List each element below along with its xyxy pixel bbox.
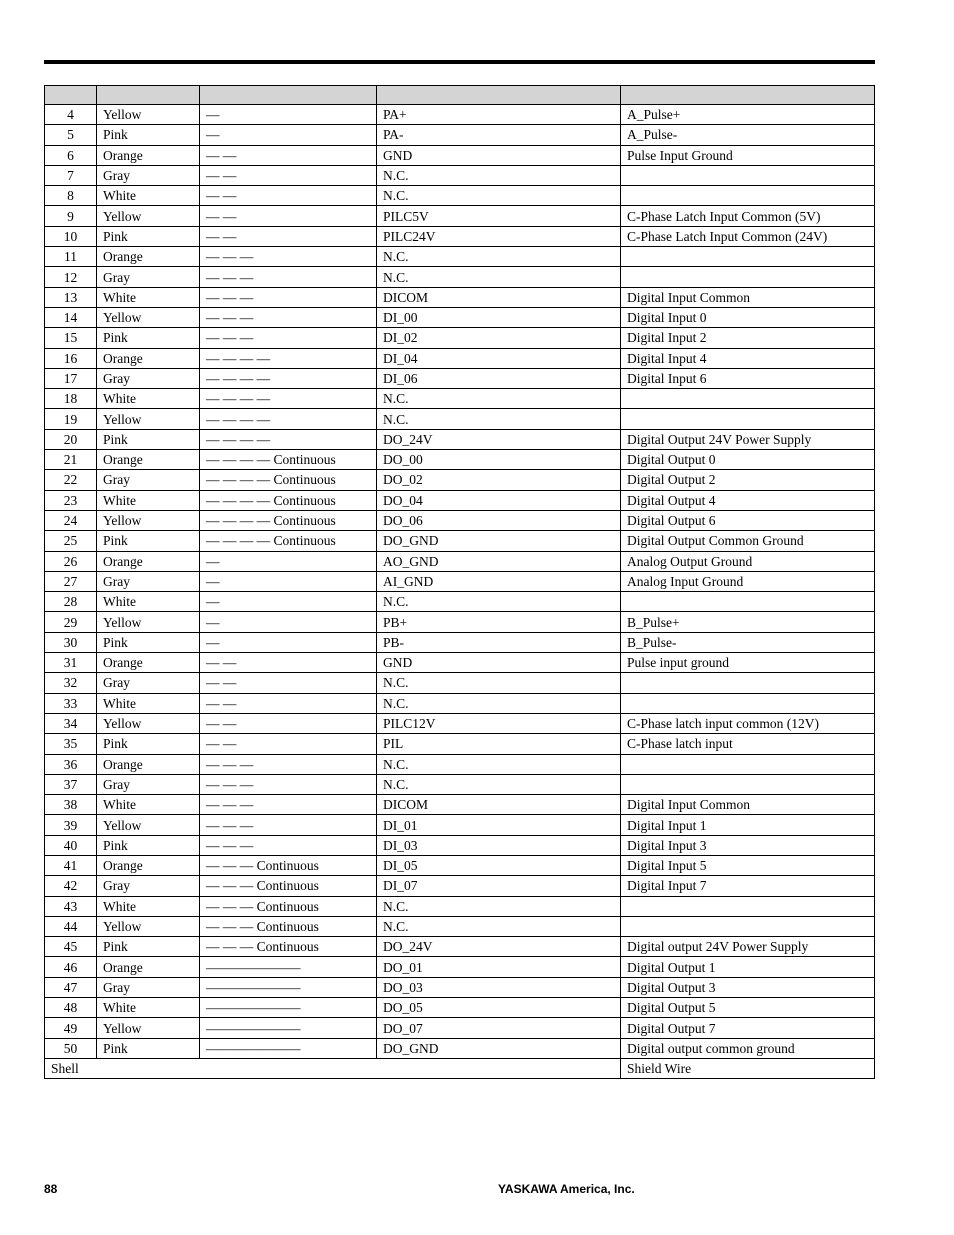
table-row [45, 470, 875, 490]
cell-marking: ——————— [200, 1038, 377, 1058]
cell-signal: DO_07 [377, 1018, 621, 1038]
table-row [45, 409, 875, 429]
table-row [45, 937, 875, 957]
cell-marking: — — [200, 206, 377, 226]
cell-signal: DI_05 [377, 855, 621, 875]
table-row [45, 1018, 875, 1038]
cell-marking: ——————— [200, 1018, 377, 1038]
cell-marking: — — — [200, 307, 377, 327]
cell-wire-color: Pink [97, 632, 200, 652]
cell-description [621, 247, 875, 267]
cell-shell-label: Shell [45, 1058, 621, 1078]
cell-description [621, 673, 875, 693]
table-row [45, 165, 875, 185]
cell-pin: 13 [45, 287, 97, 307]
cell-description: Digital Output Common Ground [621, 531, 875, 551]
cell-wire-color: Gray [97, 977, 200, 997]
table-row [45, 206, 875, 226]
header-cell-color [97, 86, 200, 105]
table-row-shell [45, 1058, 875, 1078]
cell-description: Digital output common ground [621, 1038, 875, 1058]
cell-pin: 11 [45, 247, 97, 267]
cell-description: Digital Input 3 [621, 835, 875, 855]
table-row [45, 389, 875, 409]
cell-signal: DO_24V [377, 937, 621, 957]
cell-marking: — — [200, 226, 377, 246]
cell-pin: 14 [45, 307, 97, 327]
cell-marking: — — — — Continuous [200, 450, 377, 470]
cell-pin: 42 [45, 876, 97, 896]
cell-signal: N.C. [377, 165, 621, 185]
cell-description: Digital Output 5 [621, 998, 875, 1018]
cell-wire-color: White [97, 795, 200, 815]
cell-pin: 6 [45, 145, 97, 165]
cell-wire-color: Pink [97, 226, 200, 246]
cell-wire-color: White [97, 693, 200, 713]
cell-marking: — — — — [200, 368, 377, 388]
cell-marking: — [200, 592, 377, 612]
cell-description: Digital Output 3 [621, 977, 875, 997]
table-row [45, 551, 875, 571]
cell-signal: DO_02 [377, 470, 621, 490]
cell-wire-color: Yellow [97, 713, 200, 733]
cell-description: Digital Output 6 [621, 510, 875, 530]
cell-signal: DICOM [377, 287, 621, 307]
table-row [45, 713, 875, 733]
cell-description [621, 389, 875, 409]
cell-wire-color: Yellow [97, 307, 200, 327]
cell-description: Digital output 24V Power Supply [621, 937, 875, 957]
cell-marking: — — — [200, 815, 377, 835]
cell-signal: GND [377, 145, 621, 165]
cell-signal: DO_04 [377, 490, 621, 510]
cell-marking: — — [200, 693, 377, 713]
cell-signal: AI_GND [377, 571, 621, 591]
cell-signal: DO_03 [377, 977, 621, 997]
table-row [45, 653, 875, 673]
table-row [45, 226, 875, 246]
cell-wire-color: Gray [97, 267, 200, 287]
cell-marking: — — — — Continuous [200, 510, 377, 530]
cell-signal: DO_05 [377, 998, 621, 1018]
table-row [45, 510, 875, 530]
cell-pin: 45 [45, 937, 97, 957]
cell-description: Digital Output 4 [621, 490, 875, 510]
table-row [45, 977, 875, 997]
cell-wire-color: Gray [97, 470, 200, 490]
cell-wire-color: Yellow [97, 1018, 200, 1038]
cell-marking: — — — Continuous [200, 896, 377, 916]
cell-pin: 20 [45, 429, 97, 449]
cell-pin: 36 [45, 754, 97, 774]
page-number: 88 [44, 1182, 58, 1196]
cell-description [621, 896, 875, 916]
cell-pin: 24 [45, 510, 97, 530]
cell-description: Pulse Input Ground [621, 145, 875, 165]
table-row [45, 531, 875, 551]
table-row [45, 307, 875, 327]
cell-pin: 47 [45, 977, 97, 997]
cell-marking: — — [200, 165, 377, 185]
table-row [45, 734, 875, 754]
cell-wire-color: Orange [97, 754, 200, 774]
cell-signal: N.C. [377, 896, 621, 916]
cell-marking: — [200, 551, 377, 571]
cell-description: Digital Input 5 [621, 855, 875, 875]
cell-pin: 44 [45, 916, 97, 936]
cell-description [621, 409, 875, 429]
cell-marking: — — — — Continuous [200, 531, 377, 551]
cell-wire-color: White [97, 287, 200, 307]
cell-signal: PA- [377, 125, 621, 145]
header-cell-marking [200, 86, 377, 105]
cell-wire-color: White [97, 998, 200, 1018]
cell-description [621, 916, 875, 936]
cell-marking: — — [200, 713, 377, 733]
cell-signal: DI_02 [377, 328, 621, 348]
cell-description: C-Phase Latch Input Common (24V) [621, 226, 875, 246]
cell-marking: — — [200, 186, 377, 206]
cell-pin: 32 [45, 673, 97, 693]
cell-wire-color: Yellow [97, 815, 200, 835]
cell-signal: DO_06 [377, 510, 621, 530]
cell-description: A_Pulse+ [621, 105, 875, 125]
cell-wire-color: White [97, 490, 200, 510]
cell-signal: N.C. [377, 673, 621, 693]
cell-signal: N.C. [377, 186, 621, 206]
cell-wire-color: Gray [97, 673, 200, 693]
cell-marking: — — — — [200, 348, 377, 368]
table-row [45, 632, 875, 652]
cell-wire-color: Pink [97, 835, 200, 855]
cell-marking: — [200, 105, 377, 125]
cell-pin: 5 [45, 125, 97, 145]
cell-marking: — — — [200, 328, 377, 348]
cell-description [621, 754, 875, 774]
cell-wire-color: Orange [97, 145, 200, 165]
cell-wire-color: Pink [97, 429, 200, 449]
cell-signal: PILC5V [377, 206, 621, 226]
cell-pin: 39 [45, 815, 97, 835]
table-row [45, 612, 875, 632]
table-row [45, 328, 875, 348]
cell-description [621, 267, 875, 287]
cell-pin: 7 [45, 165, 97, 185]
header-cell-pin [45, 86, 97, 105]
cell-signal: PIL [377, 734, 621, 754]
table-row [45, 693, 875, 713]
header-cell-description [621, 86, 875, 105]
cell-pin: 34 [45, 713, 97, 733]
cell-pin: 29 [45, 612, 97, 632]
cell-signal: DI_03 [377, 835, 621, 855]
cell-shell-signal: Shield Wire [621, 1058, 875, 1078]
cell-pin: 17 [45, 368, 97, 388]
cell-pin: 26 [45, 551, 97, 571]
cell-description: Digital Input 0 [621, 307, 875, 327]
header-rule [44, 60, 875, 64]
cell-pin: 22 [45, 470, 97, 490]
cell-signal: DI_04 [377, 348, 621, 368]
cell-marking: — — [200, 673, 377, 693]
table-row [45, 916, 875, 936]
cell-pin: 27 [45, 571, 97, 591]
cell-signal: DI_00 [377, 307, 621, 327]
cell-wire-color: Orange [97, 348, 200, 368]
cell-description: Digital Output 1 [621, 957, 875, 977]
table-row [45, 835, 875, 855]
table-row [45, 896, 875, 916]
cell-pin: 12 [45, 267, 97, 287]
cell-marking: — — — Continuous [200, 916, 377, 936]
table-header-row [45, 86, 875, 105]
cell-marking: — — — Continuous [200, 855, 377, 875]
cell-description: Pulse input ground [621, 653, 875, 673]
table-body [45, 105, 875, 1079]
cell-signal: N.C. [377, 409, 621, 429]
cell-description: Digital Output 24V Power Supply [621, 429, 875, 449]
cell-marking: — [200, 571, 377, 591]
cell-wire-color: Gray [97, 571, 200, 591]
table-row [45, 592, 875, 612]
cell-signal: PA+ [377, 105, 621, 125]
cell-pin: 35 [45, 734, 97, 754]
cell-pin: 37 [45, 774, 97, 794]
cell-description: B_Pulse- [621, 632, 875, 652]
cell-description: C-Phase latch input common (12V) [621, 713, 875, 733]
cell-marking: — — — — Continuous [200, 490, 377, 510]
cell-signal: PILC12V [377, 713, 621, 733]
cell-wire-color: Orange [97, 653, 200, 673]
cell-wire-color: Pink [97, 734, 200, 754]
cell-wire-color: White [97, 896, 200, 916]
table-row [45, 998, 875, 1018]
cell-pin: 33 [45, 693, 97, 713]
table-row [45, 490, 875, 510]
cell-pin: 25 [45, 531, 97, 551]
cell-wire-color: White [97, 592, 200, 612]
cell-description: Digital Output 2 [621, 470, 875, 490]
cell-wire-color: Yellow [97, 916, 200, 936]
cell-marking: — — — Continuous [200, 876, 377, 896]
table-row [45, 450, 875, 470]
cell-signal: DO_GND [377, 531, 621, 551]
cell-wire-color: Orange [97, 855, 200, 875]
cell-signal: DI_07 [377, 876, 621, 896]
table-row [45, 795, 875, 815]
cell-description: B_Pulse+ [621, 612, 875, 632]
cell-pin: 48 [45, 998, 97, 1018]
cell-pin: 28 [45, 592, 97, 612]
cell-signal: PB- [377, 632, 621, 652]
cell-marking: — — [200, 653, 377, 673]
cell-pin: 10 [45, 226, 97, 246]
cell-wire-color: Gray [97, 368, 200, 388]
cell-marking: — — — — [200, 409, 377, 429]
cell-pin: 8 [45, 186, 97, 206]
cell-marking: ——————— [200, 998, 377, 1018]
table-row [45, 429, 875, 449]
cell-signal: DICOM [377, 795, 621, 815]
cell-marking: — — — [200, 795, 377, 815]
table-row [45, 876, 875, 896]
cell-wire-color: Pink [97, 531, 200, 551]
cell-pin: 43 [45, 896, 97, 916]
cell-pin: 23 [45, 490, 97, 510]
cell-signal: DO_01 [377, 957, 621, 977]
connector-pinout-table [44, 85, 875, 1079]
cell-signal: N.C. [377, 754, 621, 774]
cell-description: Digital Input Common [621, 795, 875, 815]
cell-description: Digital Input Common [621, 287, 875, 307]
cell-signal: PILC24V [377, 226, 621, 246]
cell-wire-color: Gray [97, 165, 200, 185]
cell-description: Analog Input Ground [621, 571, 875, 591]
cell-marking: — — — [200, 267, 377, 287]
table-row [45, 774, 875, 794]
cell-description: Digital Output 0 [621, 450, 875, 470]
cell-marking: — — — [200, 754, 377, 774]
cell-description [621, 774, 875, 794]
cell-signal: N.C. [377, 592, 621, 612]
cell-description: Digital Input 6 [621, 368, 875, 388]
cell-signal: N.C. [377, 267, 621, 287]
cell-marking: — — — Continuous [200, 937, 377, 957]
cell-wire-color: Orange [97, 247, 200, 267]
cell-pin: 18 [45, 389, 97, 409]
cell-marking: — [200, 632, 377, 652]
cell-wire-color: Gray [97, 774, 200, 794]
cell-description: A_Pulse- [621, 125, 875, 145]
cell-signal: N.C. [377, 774, 621, 794]
cell-marking: — — [200, 734, 377, 754]
cell-wire-color: Orange [97, 551, 200, 571]
cell-marking: — — — [200, 247, 377, 267]
cell-pin: 46 [45, 957, 97, 977]
cell-signal: DI_01 [377, 815, 621, 835]
cell-pin: 40 [45, 835, 97, 855]
cell-pin: 9 [45, 206, 97, 226]
table-row [45, 186, 875, 206]
header-cell-signal [377, 86, 621, 105]
cell-signal: N.C. [377, 247, 621, 267]
cell-description: Digital Input 1 [621, 815, 875, 835]
cell-pin: 41 [45, 855, 97, 875]
table-row [45, 855, 875, 875]
table-row [45, 145, 875, 165]
table-row [45, 368, 875, 388]
cell-wire-color: Orange [97, 957, 200, 977]
cell-description: Analog Output Ground [621, 551, 875, 571]
cell-marking: — [200, 612, 377, 632]
cell-signal: AO_GND [377, 551, 621, 571]
table-row [45, 571, 875, 591]
table-row [45, 125, 875, 145]
cell-wire-color: Pink [97, 328, 200, 348]
cell-wire-color: Yellow [97, 510, 200, 530]
cell-signal: DO_GND [377, 1038, 621, 1058]
table-row [45, 247, 875, 267]
cell-wire-color: White [97, 389, 200, 409]
table-row [45, 957, 875, 977]
cell-marking: — — — — [200, 389, 377, 409]
cell-signal: N.C. [377, 916, 621, 936]
cell-pin: 49 [45, 1018, 97, 1038]
table-row [45, 267, 875, 287]
table-row [45, 754, 875, 774]
cell-wire-color: Yellow [97, 206, 200, 226]
cell-signal: GND [377, 653, 621, 673]
table-row [45, 815, 875, 835]
cell-pin: 19 [45, 409, 97, 429]
cell-description: Digital Input 2 [621, 328, 875, 348]
cell-signal: N.C. [377, 693, 621, 713]
cell-description: Digital Output 7 [621, 1018, 875, 1038]
cell-marking: — — — [200, 287, 377, 307]
cell-description: Digital Input 7 [621, 876, 875, 896]
cell-signal: PB+ [377, 612, 621, 632]
cell-pin: 50 [45, 1038, 97, 1058]
cell-wire-color: Pink [97, 937, 200, 957]
cell-description [621, 186, 875, 206]
cell-marking: — — — [200, 835, 377, 855]
cell-marking: — — — [200, 774, 377, 794]
cell-signal: DI_06 [377, 368, 621, 388]
footer-company: YASKAWA America, Inc. [498, 1182, 635, 1196]
cell-pin: 15 [45, 328, 97, 348]
table-row [45, 105, 875, 125]
cell-wire-color: Yellow [97, 612, 200, 632]
cell-wire-color: Pink [97, 125, 200, 145]
cell-signal: N.C. [377, 389, 621, 409]
cell-signal: DO_24V [377, 429, 621, 449]
cell-wire-color: Yellow [97, 105, 200, 125]
cell-description: Digital Input 4 [621, 348, 875, 368]
cell-pin: 38 [45, 795, 97, 815]
cell-marking: — [200, 125, 377, 145]
cell-pin: 4 [45, 105, 97, 125]
cell-description [621, 592, 875, 612]
table-row [45, 348, 875, 368]
cell-wire-color: Yellow [97, 409, 200, 429]
cell-pin: 21 [45, 450, 97, 470]
cell-marking: ——————— [200, 957, 377, 977]
cell-marking: — — — — [200, 429, 377, 449]
cell-pin: 30 [45, 632, 97, 652]
cell-wire-color: White [97, 186, 200, 206]
cell-wire-color: Orange [97, 450, 200, 470]
table-row [45, 287, 875, 307]
cell-pin: 16 [45, 348, 97, 368]
cell-marking: — — [200, 145, 377, 165]
cell-wire-color: Gray [97, 876, 200, 896]
cell-description [621, 165, 875, 185]
cell-wire-color: Pink [97, 1038, 200, 1058]
table-row [45, 1038, 875, 1058]
table-row [45, 673, 875, 693]
cell-signal: DO_00 [377, 450, 621, 470]
cell-description: C-Phase latch input [621, 734, 875, 754]
cell-description [621, 693, 875, 713]
cell-pin: 31 [45, 653, 97, 673]
cell-description: C-Phase Latch Input Common (5V) [621, 206, 875, 226]
cell-marking: — — — — Continuous [200, 470, 377, 490]
cell-marking: ——————— [200, 977, 377, 997]
